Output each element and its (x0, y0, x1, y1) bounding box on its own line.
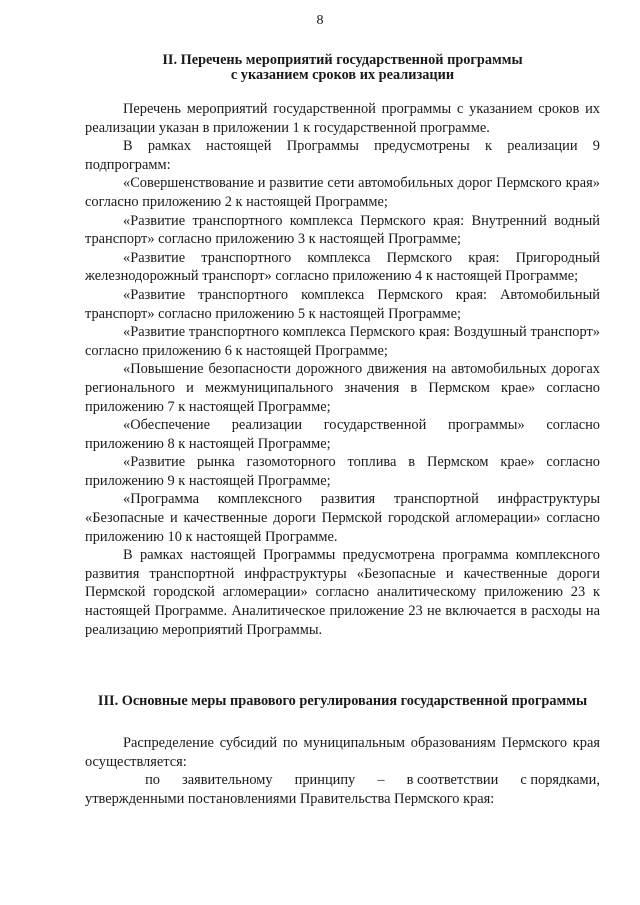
word: в соответствии (406, 772, 499, 789)
word: по (145, 772, 160, 789)
section-3-heading-line: III. Основные меры правового регулирования государственной программы (97, 693, 588, 709)
paragraph: Перечень мероприятий государственной программы с указанием сроков их реализации указан в приложении 1 к государственной программе. (85, 101, 600, 136)
section-3-body (85, 734, 600, 808)
section-2-heading-line-2: с указанием сроков их реализации (230, 67, 455, 83)
paragraph: «Развитие транспортного комплекса Пермского края: Внутренний водный транспорт» согласно приложению 3 к настоящей Программе; (85, 212, 600, 248)
paragraph: «Программа комплексного развития транспортной инфраструктуры «Безопасные и качественные дороги Пермской городской агломерации» согласно приложению 10 к настоящей Программе. (85, 491, 600, 545)
section-2-body (85, 100, 600, 639)
section-2-heading (85, 53, 600, 83)
paragraph: «Обеспечение реализации государственной программы» согласно приложению 8 к настоящей Программе; (85, 417, 600, 452)
word: заявительному (182, 772, 273, 789)
paragraph: В рамках настоящей Программы предусмотрена программа комплексного развития транспортной инфраструктуры «Безопасные и качественные дороги Пермской городской агломерации» согласно аналитическому приложению 23 к настоящей Программе. Аналитическое приложение 23 не включается в расходы на реализацию мероприятий Программы. (85, 547, 600, 638)
paragraph: «Повышение безопасности дорожного движения на автомобильных дорогах регионального и межмуниципального значения в Пермском крае» согласно приложению 7 к настоящей Программе; (85, 361, 600, 415)
paragraph: В рамках настоящей Программы предусмотрены к реализации 9 подпрограмм: (85, 138, 600, 173)
paragraph: «Развитие рынка газомоторного топлива в Пермском крае» согласно приложению 9 к настоящей Программе; (85, 454, 600, 489)
paragraph: «Развитие транспортного комплекса Пермского края: Автомобильный транспорт» согласно приложению 5 к настоящей Программе; (85, 286, 600, 322)
word: с порядками, (520, 772, 600, 789)
paragraph-continuation: утвержденными постановлениями Правительства Пермского края: (85, 790, 495, 807)
word: принципу (294, 772, 356, 789)
section-3-heading (85, 694, 600, 709)
paragraph: «Развитие транспортного комплекса Пермского края: Пригородный железнодорожный транспорт» согласно приложению 4 к настоящей Программе; (85, 249, 600, 285)
word: – (377, 772, 385, 789)
paragraph: «Совершенствование и развитие сети автомобильных дорог Пермского края» согласно приложению 2 к настоящей Программе; (85, 175, 600, 210)
list-line (85, 771, 600, 790)
page-number: 8 (316, 13, 324, 28)
paragraph: Распределение субсидий по муниципальным образованиям Пермского края осуществляется: (85, 735, 600, 770)
paragraph: «Развитие транспортного комплекса Пермского края: Воздушный транспорт» согласно приложению 6 к настоящей Программе; (85, 324, 600, 359)
list-indent (85, 771, 123, 790)
section-2-heading-line-1: II. Перечень мероприятий государственной программы (162, 52, 523, 68)
